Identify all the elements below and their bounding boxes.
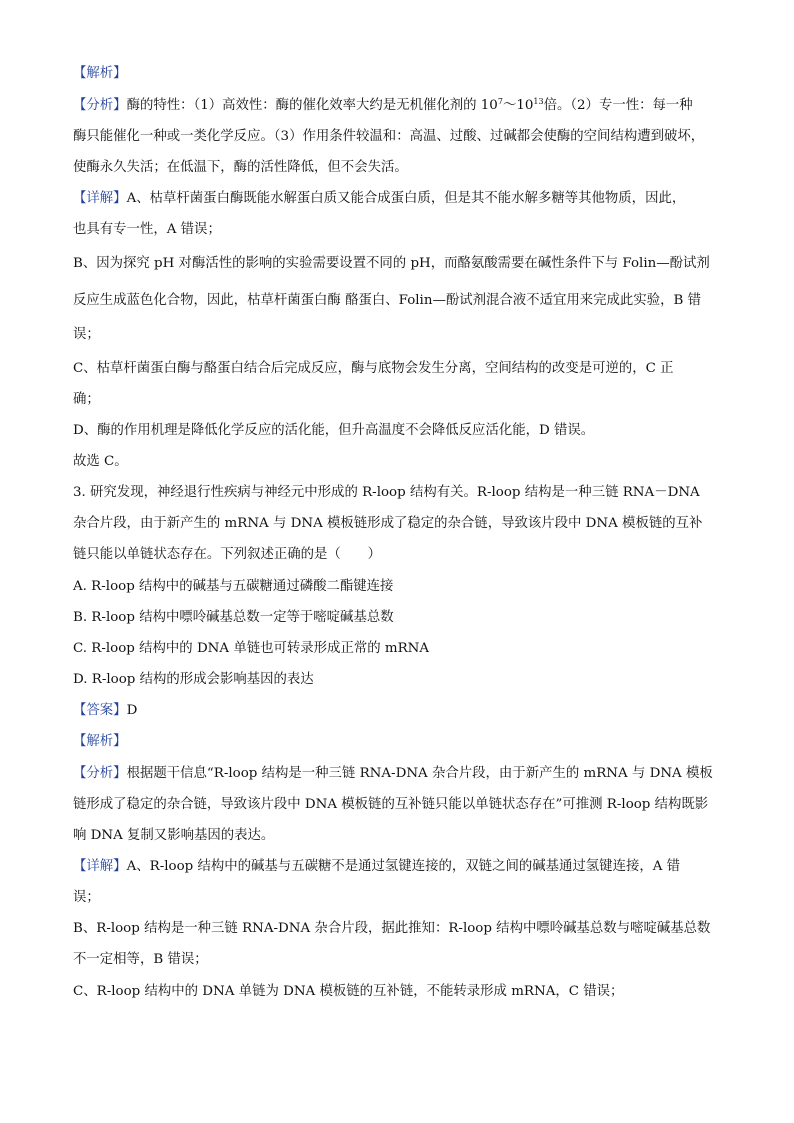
q2-fenxi-text-c: 倍。（2）专一性：每一种 xyxy=(543,98,693,113)
q2-fenxi-exponent-1: 7 xyxy=(497,97,503,106)
q2-fenxi-text-b: ～10 xyxy=(502,98,534,113)
q2-fenxi-exponent-2: 13 xyxy=(533,97,544,106)
q3-option-c-line-1: C、R-loop 结构中的 DNA 单链为 DNA 模板链的互补链，不能转录形成 mRNA，C 错误； xyxy=(73,984,624,999)
q2-conclusion: 故选 C。 xyxy=(73,454,128,469)
q3-fenxi-line-1 xyxy=(73,764,733,784)
q3-xiangjie-text: A、R-loop 结构中的碱基与五碳糖不是通过氢键连接的，双链之间的碱基通过氢键连接，A 错 xyxy=(126,859,681,874)
q3-xiangjie-line-2: 误； xyxy=(73,890,100,905)
q2-fenxi-text-a: 酶的特性：（1）高效性：酶的催化效率大约是无机催化剂的 10 xyxy=(126,98,498,113)
q2-analysis-header: 【解析】 xyxy=(73,66,127,81)
q3-xiangjie-tag: 【详解】 xyxy=(73,859,127,874)
q3-choice-d: D. R-loop 结构的形成会影响基因的表达 xyxy=(73,672,314,687)
q3-fenxi-line-3: 响 DNA 复制又影响基因的表达。 xyxy=(73,828,275,843)
q2-xiangjie-text: A、枯草杆菌蛋白酶既能水解蛋白质又能合成蛋白质，但是其不能水解多糖等其他物质，因此， xyxy=(126,191,686,206)
q2-xiangjie-line-2: 也具有专一性，A 错误； xyxy=(73,222,221,237)
q2-fenxi-line-3: 使酶永久失活；在低温下，酶的活性降低，但不会失活。 xyxy=(73,160,408,175)
q2-option-c-line-1: C、枯草杆菌蛋白酶与酪蛋白结合后完成反应，酶与底物会发生分离，空间结构的改变是可逆的，C 正 xyxy=(73,361,674,376)
q3-option-b-line-2: 不一定相等，B 错误； xyxy=(73,952,208,967)
q3-fenxi-text: 根据题干信息“R-loop 结构是一种三链 RNA-DNA 杂合片段，由于新产生的 mRNA 与 DNA 模板 xyxy=(126,766,713,781)
q3-answer-tag: 【答案】 xyxy=(73,703,127,718)
q3-choice-a: A. R-loop 结构中的碱基与五碳糖通过磷酸二酯键连接 xyxy=(73,579,394,594)
q2-option-b-line-1: B、因为探究 pH 对酶活性的影响的实验需要设置不同的 pH，而酪氨酸需要在碱性条件下与 Folin—酚试剂 xyxy=(73,256,710,271)
q3-stem-line-2: 杂合片段，由于新产生的 mRNA 与 DNA 模板链形成了稳定的杂合链，导致该片段中 DNA 模板链的互补 xyxy=(73,516,703,531)
q3-stem-line-1: 3. 研究发现，神经退行性疾病与神经元中形成的 R-loop 结构有关。R-loop 结构是一种三链 RNA－DNA xyxy=(73,485,700,500)
q3-choice-c: C. R-loop 结构中的 DNA 单链也可转录形成正常的 mRNA xyxy=(73,641,430,656)
q2-option-c-line-2: 确； xyxy=(73,392,100,407)
q2-option-b-line-2: 反应生成蓝色化合物，因此，枯草杆菌蛋白酶 酪蛋白、Folin—酚试剂混合液不适宜用来完成此实验，B 错 xyxy=(73,293,701,308)
q2-fenxi-line-1 xyxy=(73,96,733,116)
q2-xiangjie-line-1 xyxy=(73,189,733,209)
q3-choice-b: B. R-loop 结构中嘌呤碱基总数一定等于嘧啶碱基总数 xyxy=(73,610,394,625)
q3-answer-value: D xyxy=(126,703,138,718)
q2-option-b-line-3: 误； xyxy=(73,327,100,342)
q3-answer-line xyxy=(73,701,733,721)
q3-option-b-line-1: B、R-loop 结构是一种三链 RNA-DNA 杂合片段，据此推知：R-loop 结构中嘌呤碱基总数与嘧啶碱基总数 xyxy=(73,921,711,936)
q3-fenxi-tag: 【分析】 xyxy=(73,766,127,781)
q2-option-d-line-1: D、酶的作用机理是降低化学反应的活化能，但升高温度不会降低反应活化能，D 错误。 xyxy=(73,423,595,438)
q3-stem-line-3: 链只能以单链状态存在。下列叙述正确的是（ ） xyxy=(73,547,381,562)
q2-xiangjie-tag: 【详解】 xyxy=(73,191,127,206)
q3-analysis-header: 【解析】 xyxy=(73,734,127,749)
q3-xiangjie-line-1 xyxy=(73,857,733,877)
q3-fenxi-line-2: 链形成了稳定的杂合链，导致该片段中 DNA 模板链的互补链只能以单链状态存在”可推测 R-loop 结构既影 xyxy=(73,797,709,812)
q2-fenxi-line-2: 酶只能催化一种或一类化学反应。（3）作用条件较温和：高温、过酸、过碱都会使酶的空间结构遭到破坏， xyxy=(73,129,705,144)
q2-fenxi-tag: 【分析】 xyxy=(73,98,127,113)
